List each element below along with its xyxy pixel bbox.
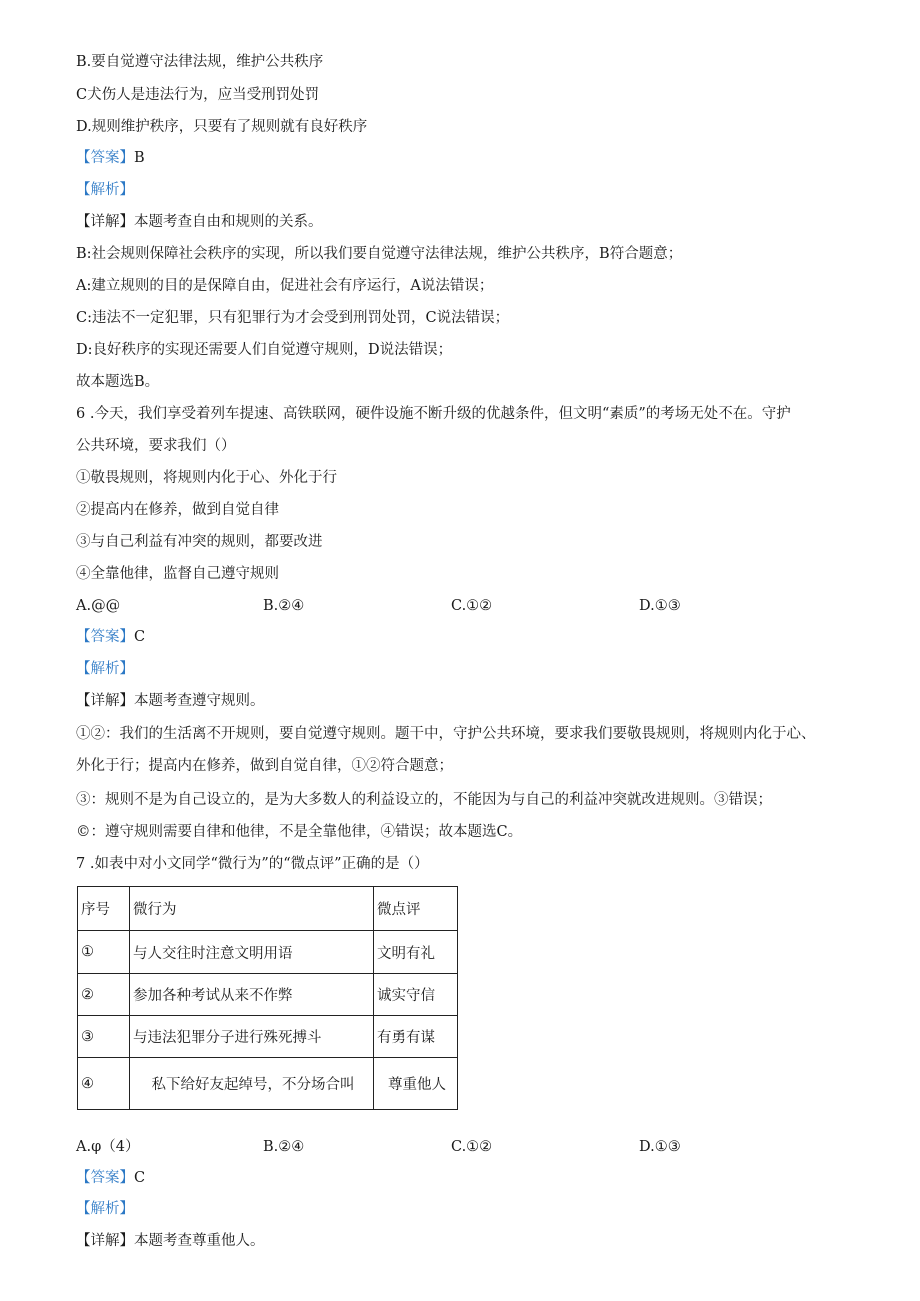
q6-item-4: ④全靠他律，监督自己遵守规则 (76, 566, 279, 582)
q6-explain-2: ③：规则不是为自己设立的，是为大多数人的利益设立的，不能因为与自己的利益冲突就改进规则。③错误； (76, 792, 772, 808)
q7-option-d: D.①③ (639, 1139, 681, 1155)
q5-answer-line (76, 148, 145, 168)
q6-stem-line2: 公共环境，要求我们（） (76, 438, 236, 454)
q5-option-c: C犬伤人是违法行为，应当受刑罚处罚 (76, 87, 320, 103)
q6-detail-intro: 本题考查遵守规则。 (134, 693, 265, 709)
q5-analysis-tag: 【解析】 (76, 182, 134, 198)
q6-stem-line1: 6 .今天，我们享受着列车提速、高铁联网，硬件设施不断升级的优越条件，但文明“素质”的考场无处不在。守护 (76, 406, 791, 422)
q6-analysis-tag: 【解析】 (76, 661, 134, 677)
table-row (78, 931, 458, 974)
q7-option-b: B.②④ (263, 1139, 305, 1155)
q6-answer: C (134, 629, 146, 645)
table-cell: ① (78, 931, 130, 974)
table-row (78, 1058, 458, 1110)
table-row (78, 974, 458, 1016)
table-header-row (78, 887, 458, 931)
table-cell: 诚实守信 (374, 974, 458, 1016)
q6-answer-line (76, 627, 145, 647)
table-header-cell: 微点评 (374, 887, 458, 931)
q5-answer: B (134, 150, 145, 166)
q7-analysis-tag: 【解析】 (76, 1201, 134, 1217)
q7-answer-tag: 【答案】 (76, 1170, 134, 1186)
table-cell: 与人交往时注意文明用语 (130, 931, 374, 974)
q6-option-a: A.@@ (76, 598, 121, 614)
q6-answer-tag: 【答案】 (76, 629, 134, 645)
q7-table (77, 886, 458, 1110)
table-cell: ② (78, 974, 130, 1016)
q6-detail-line (76, 691, 265, 711)
table-cell: ③ (78, 1016, 130, 1058)
q6-detail-tag: 【详解】 (76, 693, 134, 709)
q5-explain-a: A:建立规则的目的是保障自由，促进社会有序运行，A说法错误； (76, 278, 494, 294)
table-header-cell: 微行为 (130, 887, 374, 931)
table-cell: 私下给好友起绰号，不分场合叫 (130, 1058, 374, 1110)
table-cell: 文明有礼 (374, 931, 458, 974)
table-cell: 有勇有谋 (374, 1016, 458, 1058)
q6-item-1: ①敬畏规则，将规则内化于心、外化于行 (76, 470, 337, 486)
q5-explain-c: C:违法不一定犯罪，只有犯罪行为才会受到刑罚处罚，C说法错误； (76, 310, 510, 326)
q6-explain-3: ©：遵守规则需要自律和他律，不是全靠他律，④错误；故本题选C。 (76, 824, 523, 840)
q7-stem: 7 .如表中对小文同学“微行为”的“微点评”正确的是（） (76, 856, 429, 872)
q6-explain-1b: 外化于行；提高内在修养，做到自觉自律，①②符合题意； (76, 758, 453, 774)
table-cell: ④ (78, 1058, 130, 1110)
table-cell: 尊重他人 (374, 1058, 458, 1110)
q6-option-c: C.①② (451, 598, 493, 614)
q6-option-b: B.②④ (263, 598, 305, 614)
q5-option-d: D.规则维护秩序，只要有了规则就有良好秩序 (76, 119, 368, 135)
q7-option-c: C.①② (451, 1139, 493, 1155)
q5-conclusion: 故本题选B。 (76, 374, 160, 390)
table-row (78, 1016, 458, 1058)
q5-detail-tag: 【详解】 (76, 214, 134, 230)
table-header-cell: 序号 (78, 887, 130, 931)
q7-detail-tag: 【详解】 (76, 1233, 134, 1249)
q5-detail-intro: 本题考查自由和规则的关系。 (134, 214, 323, 230)
q5-answer-tag: 【答案】 (76, 150, 134, 166)
q6-explain-1a: ①②：我们的生活离不开规则，要自觉遵守规则。题干中，守护公共环境，要求我们要敬畏规则，将规则内化于心、 (76, 726, 816, 742)
q6-item-2: ②提高内在修养，做到自觉自律 (76, 502, 279, 518)
q7-answer-line (76, 1168, 145, 1188)
q5-detail-line (76, 212, 323, 232)
table-cell: 与违法犯罪分子进行殊死搏斗 (130, 1016, 374, 1058)
q7-detail-line (76, 1231, 265, 1251)
q6-item-3: ③与自己利益有冲突的规则，都要改进 (76, 534, 323, 550)
q7-detail-intro: 本题考查尊重他人。 (134, 1233, 265, 1249)
q5-explain-b: B:社会规则保障社会秩序的实现，所以我们要自觉遵守法律法规，维护公共秩序，B符合题意； (76, 246, 683, 262)
q7-option-a: A.φ（4） (76, 1139, 140, 1155)
q6-option-d: D.①③ (639, 598, 681, 614)
q7-answer: C (134, 1170, 146, 1186)
table-cell: 参加各种考试从来不作弊 (130, 974, 374, 1016)
q5-option-b: B.要自觉遵守法律法规，维护公共秩序 (76, 54, 324, 70)
q5-explain-d: D:良好秩序的实现还需要人们自觉遵守规则，D说法错误； (76, 342, 453, 358)
